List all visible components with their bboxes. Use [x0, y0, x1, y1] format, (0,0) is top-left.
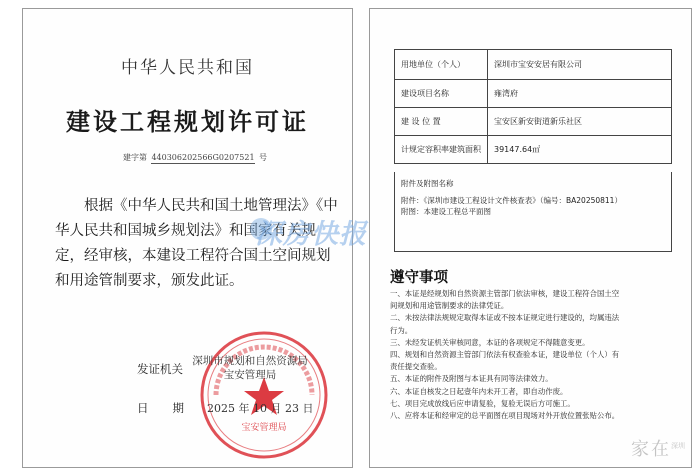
issuer-name: 深圳市规划和自然资源局宝安管理局 — [192, 355, 308, 381]
cert-no-suffix: 号 — [259, 153, 267, 162]
notice-item: 五、本证的附件及附图与本证具有同等法律效力。 — [390, 374, 553, 384]
attachments-list — [401, 195, 622, 217]
certificate-body-text: 根据《中华人民共和国土地管理法》《中华人民共和国城乡规划法》和国家有关规定，经审核，本建设工程符合国土空间规划和用途管制要求，颁发此证。 — [55, 198, 338, 289]
row-label: 计规定容积率建筑面积 — [395, 136, 488, 164]
notice-item: 责任提交查验。 — [390, 362, 442, 372]
official-seal-stamp — [194, 325, 334, 465]
table-row — [395, 50, 672, 80]
watermark-text: 深房快报 — [255, 219, 367, 250]
project-info-table — [394, 49, 672, 164]
table-row — [395, 108, 672, 136]
attachments-title: 附件及附图名称 — [401, 179, 454, 188]
row-label: 建 设 位 置 — [395, 108, 488, 136]
seal-text: 宝安管理局 — [241, 423, 287, 433]
notice-item: 三、未经发证机关审核同意，本证的各项规定不得随意变更。 — [390, 337, 590, 347]
issuer-label: 发证机关 — [137, 362, 183, 376]
table-row — [395, 136, 672, 164]
notice-item: 行为。 — [390, 325, 413, 335]
attachment-line: 附件：《深圳市建设工程设计文件核查表》（编号：BA20250811） — [401, 196, 622, 205]
permit-detail-page — [369, 8, 692, 468]
notice-item: 七、项目完成放线后应申请复验，复验无误后方可施工。 — [390, 398, 575, 408]
row-value: 深圳市宝安安居有限公司 — [488, 50, 672, 80]
row-label: 用地单位（个人） — [395, 50, 488, 80]
table-row — [395, 80, 672, 108]
row-value: 39147.64㎡ — [488, 136, 672, 164]
notice-item: 一、本证是经规划和自然资源主管部门依法审核，建设工程符合国土空 — [390, 289, 620, 298]
notice-item: 二、未按法律法规规定取得本证或不按本证规定进行建设的，均属违法 — [390, 313, 620, 323]
issue-date: 2025 年 10 月 23 日 — [207, 402, 314, 415]
date-label: 日期 — [137, 401, 208, 415]
notice-title: 遵守事项 — [390, 270, 448, 286]
corner-logo-small: 深圳 — [671, 442, 685, 450]
attachments-box — [394, 172, 672, 252]
certificate-title: 建设工程规划许可证 — [66, 107, 309, 136]
cert-no-value: 440306202566G0207521 — [151, 153, 255, 162]
row-value: 雍湾府 — [488, 80, 672, 108]
country-name: 中华人民共和国 — [121, 58, 254, 78]
corner-logo — [631, 435, 685, 461]
certificate-number — [123, 152, 267, 164]
row-value: 宝安区新安街道新乐社区 — [488, 108, 672, 136]
notice-item: 六、本证自核发之日起壹年内未开工者，即自动作废。 — [390, 386, 568, 396]
notice-list — [390, 288, 680, 422]
attachment-line: 附图：本建设工程总平面图 — [401, 207, 491, 216]
corner-logo-text: 家在 — [631, 439, 671, 460]
row-label: 建设项目名称 — [395, 80, 488, 108]
notice-item: 四、规划和自然资源主管部门依法有权查验本证，建设单位（个人）有 — [390, 350, 620, 360]
cert-no-prefix: 建字第 — [123, 153, 147, 162]
notice-item: 间规划和用途管制要求的法律凭证。 — [390, 301, 509, 311]
notice-item: 八、应将本证和经审定的总平面图在项目现场对外开放位置张贴公布。 — [390, 411, 620, 421]
